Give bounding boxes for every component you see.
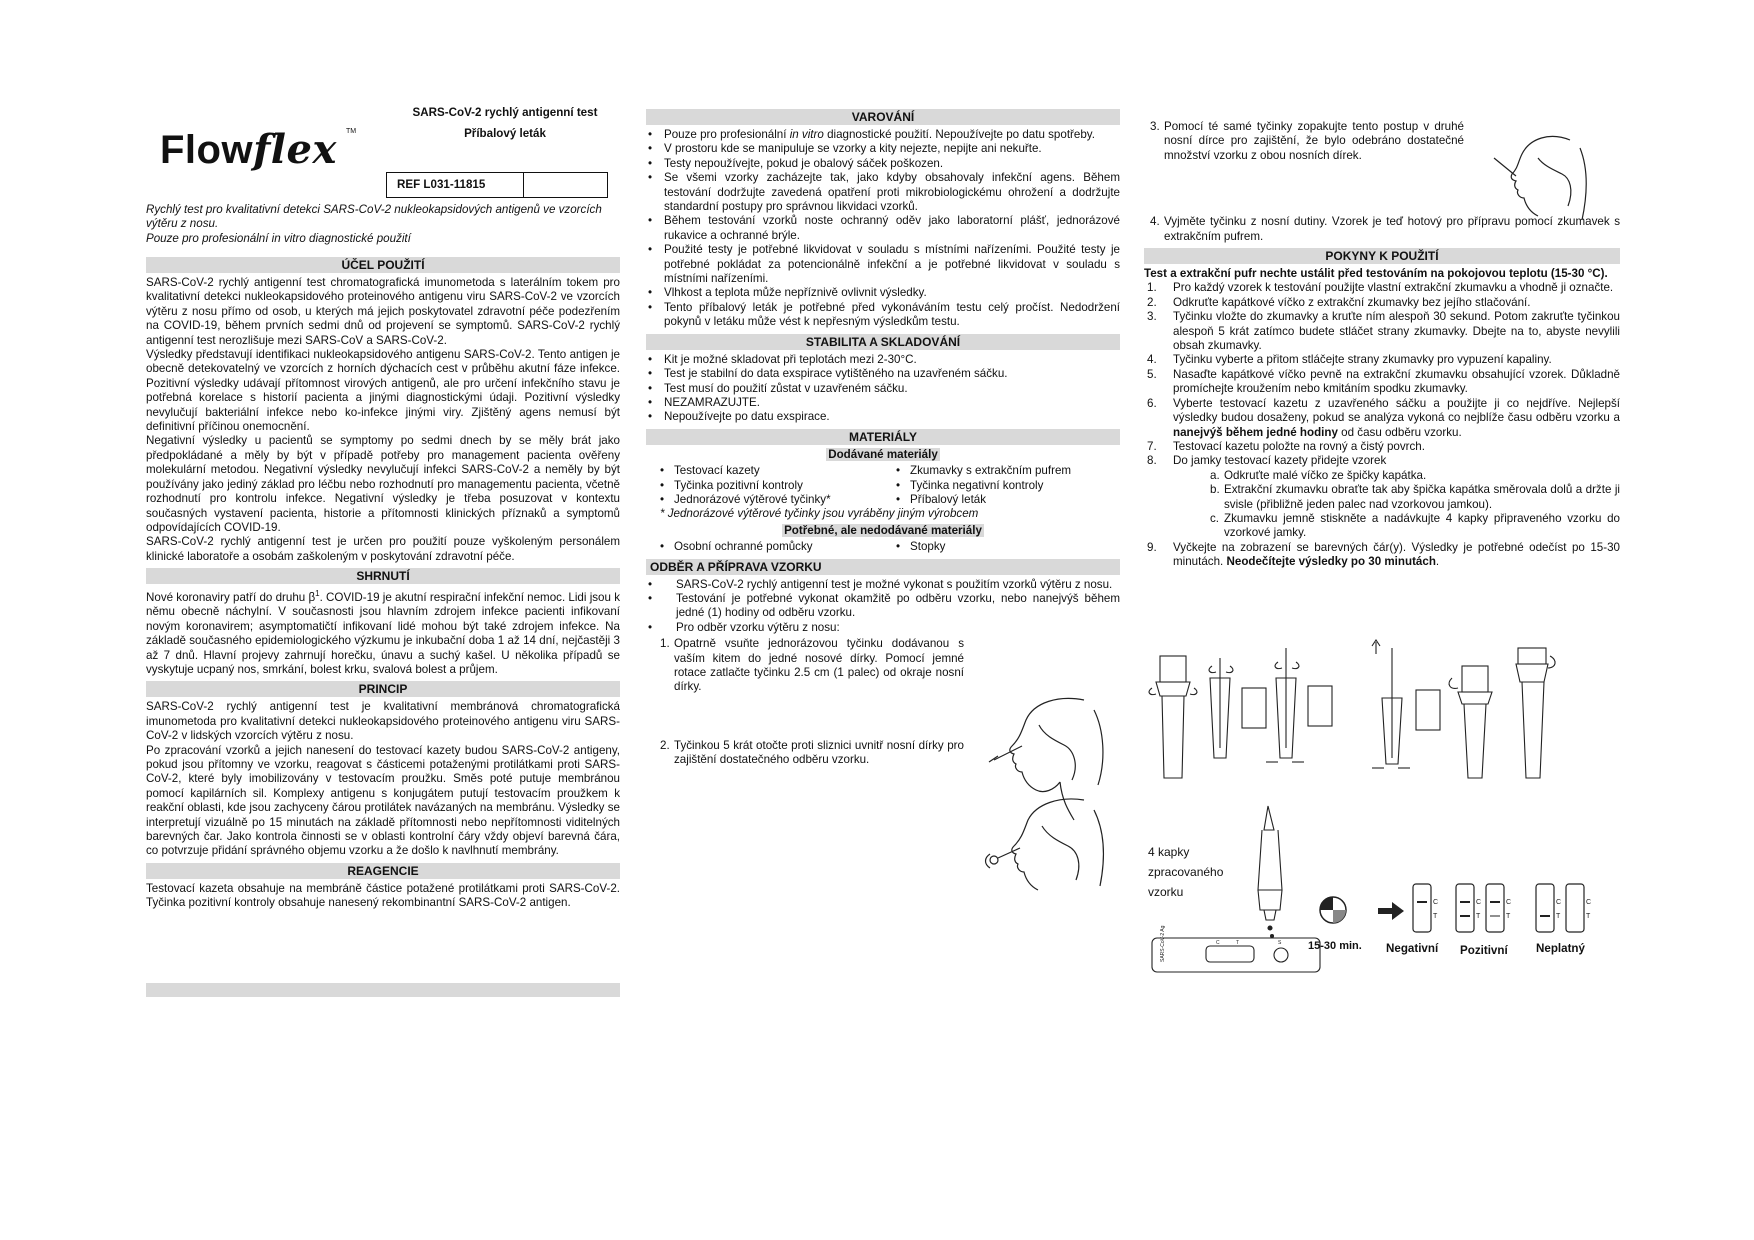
step-text: Vyjměte tyčinku z nosní dutiny. Vzorek je teď hotový pro přípravu pomocí zkumavek s extrakčním pufrem. (1164, 215, 1620, 243)
varovani-1-post: diagnostické použití. Nepoužívejte po datu spotřeby. (823, 128, 1095, 141)
step-number: 6. (1147, 396, 1157, 410)
list-item (1144, 281, 1620, 295)
t-mark: T (1476, 913, 1481, 920)
dodavane-list (646, 464, 1120, 507)
tube-cap (1160, 656, 1186, 682)
cassette-t-mark: T (1236, 940, 1240, 946)
step-number: 1. (1147, 281, 1157, 295)
drops-label-line-2: zpracovaného (1148, 865, 1224, 879)
result-strips (1412, 882, 1612, 938)
pokyny-intro: Test a extrakční pufr nechte ustálit před testováním na pokojovou teplotu (15-30 °C). (1144, 267, 1608, 281)
nasal-swab-illustration-3 (1470, 128, 1590, 228)
step-text: Pro každý vzorek k testování použijte vlastní extrakční zkumavku a vhodně ji označte. (1173, 281, 1614, 295)
logo-part-flow: Flow (160, 128, 254, 172)
reagencie-paragraph: Testovací kazeta obsahuje na membráně částice potažené protilátkami proti SARS-CoV-2. Tyčinka pozitivní kontroly obsahuje nanesený rekombinantní SARS-CoV-2 antigen. (146, 881, 620, 910)
step-text: Zkumavku jemně stiskněte a nadávkujte 4 kapky připraveného vzorku do vzorkové jamky. (1224, 511, 1620, 540)
step-number: 3. (1147, 310, 1157, 324)
step-text-bold: nanejvýš během jedné hodiny (1173, 425, 1338, 439)
intro-line-1: Rychlý test pro kvalitativní detekci SARS-CoV-2 nukleokapsidových antigenů ve vzorcích výtěru z nosu. (146, 203, 602, 231)
step-text: Tyčinku vyberte a přitom stláčejte strany zkumavky pro vypuzení kapaliny. (1173, 353, 1552, 367)
section-heading-princip: PRINCIP (146, 681, 620, 697)
section-heading-shrnuti: SHRNUTÍ (146, 568, 620, 584)
cassette-s-mark: S (1278, 940, 1282, 946)
arrow-right-icon (1378, 902, 1404, 920)
step-text: Tyčinku vložte do zkumavky a kruťte ním alespoň 30 sekund. Potom zakruťte tyčinkou alespoň 5 krát zatímco budete stláčet strany zkumavky. Dbejte na to, abyste nevylili obsah zkumavky. (1173, 310, 1620, 353)
varovani-list (646, 128, 1120, 330)
section-heading-odber: ODBĚR A PŘÍPRAVA VZORKU (646, 559, 1120, 575)
intro-text (146, 203, 620, 246)
strip-negative (1413, 884, 1431, 932)
strip-positive-1 (1456, 884, 1474, 932)
step-text: Vyberte testovací kazetu z uzavřeného sáčku a použijte ji co nejdříve. Nejlepší výsledky budou dosaženy, pokud se analýza vykoná co nejblíže času odběru vzorku a (1173, 396, 1620, 425)
list-item: • Příbalový leták (894, 493, 1120, 507)
step-number: 2. (660, 738, 670, 752)
shrnuti-paragraph (146, 587, 620, 677)
list-item (1144, 296, 1620, 310)
strip-invalid-2 (1566, 884, 1584, 932)
step-text: Pomocí té samé tyčinky zopakujte tento postup v druhé nosní dírce pro zajištění, že bylo odebráno dostatečné množství vzorku z obou nosních dírek. (1164, 120, 1464, 162)
list-item (1144, 310, 1620, 353)
odber-step-3 (1144, 120, 1464, 163)
drops-label-line-1: 4 kapky (1148, 845, 1190, 859)
list-item (1144, 483, 1620, 512)
strip-invalid-1 (1536, 884, 1554, 932)
princip-paragraph-2: Po zpracování vzorků a jejich nanesení do testovací kazety budou SARS-CoV-2 antigeny, pokud jsou přítomny ve vzorku, reagovat s částicemi potaženými protilátkami proti SARS-CoV-2, které byly imobilizovány v testovacím proužku. Směs poté putuje membránou pomocí kapilárních sil. Komplexy antigenu s konjugátem putují testovacím proužkem k reakční oblasti, kde jsou zachyceny čárou protilátek navázaných na membránu. Výsledky se interpretují vizuálně po 15 minutách na základě přítomnosti nebo nepřítomnosti viditelných barevných čar. Jako kontrola činnosti se v oblasti kontrolní čáry vždy objeví barevná čára, co potvrzuje přidání správného objemu vzorku a že došlo k navlhnutí membrány. (146, 743, 620, 858)
list-item: • Test musí do použití zůstat v uzavřeném sáčku. (646, 382, 1120, 396)
subheading-potrebne-text: Potřebné, ale nedodávané materiály (784, 523, 982, 537)
list-item (1144, 512, 1620, 541)
pokyny-steps (1144, 281, 1620, 569)
list-item (1144, 353, 1620, 367)
list-item: • Během testování vzorků noste ochranný oděv jako laboratorní plášť, jednorázové rukavice a ochranné brýle. (646, 214, 1120, 243)
c-mark: C (1556, 899, 1562, 906)
step-text: Tyčinkou 5 krát otočte proti sliznici uvnitř nosní dírky pro zajištění dostatečného odběru vzorku. (674, 738, 964, 767)
step-number: 3. (1150, 120, 1160, 133)
step-text: Nasaďte kapátkové víčko pevně na extrakční zkumavku obsahující vzorek. Důkladně promíchejte kroužením nebo kmitáním spodku zkumavky. (1173, 367, 1620, 396)
list-item: • SARS-CoV-2 rychlý antigenní test je možné vykonat s použitím vzorků výtěru z nosu. (646, 578, 1120, 592)
negative-label: Negativní (1386, 942, 1439, 955)
step-text: Odkruťte malé víčko ze špičky kapátka. (1224, 468, 1427, 482)
stabilita-list (646, 353, 1120, 425)
logo-part-flex: flex (253, 126, 337, 173)
step-text: . (1435, 555, 1440, 569)
flowflex-logo (160, 126, 337, 173)
step-number: 9. (1147, 540, 1157, 554)
tube-procedure-illustration (1146, 638, 1622, 788)
list-item (1144, 440, 1620, 454)
step-text-bold: Neodečítejte výsledky po 30 minutách (1226, 555, 1436, 569)
list-item: • Se všemi vzorky zacházejte tak, jako kdyby obsahovaly infekční agens. Během testování dodržujte zavedená opatření proti mikrobiologickému ohrožení a dodržujte standardní postupy pro správnou likvidaci vzorků. (646, 171, 1120, 214)
t-mark: T (1433, 913, 1438, 920)
list-item: • Nepoužívejte po datu exspirace. (646, 410, 1120, 424)
step-text: Odkruťte kapátkové víčko z extrakční zkumavky bez jejího stlačování. (1173, 295, 1531, 309)
drops-label-line-3: vzorku (1148, 885, 1184, 899)
ref-label: REF L031-11815 (387, 173, 524, 197)
invalid-label: Neplatný (1536, 942, 1585, 955)
c-mark: C (1433, 899, 1439, 906)
subheading-dodavane-text: Dodávané materiály (828, 447, 938, 461)
shrnuti-text-pre: Nové koronaviry patří do druhu β (146, 590, 316, 604)
document-title: SARS-CoV-2 rychlý antigenní test (412, 106, 598, 119)
odber-step-2 (646, 739, 964, 768)
column-1 (146, 253, 620, 911)
list-item: • Test je stabilní do data exspirace vytištěného na uzavřeném sáčku. (646, 367, 1120, 381)
step-number: 8. (1147, 454, 1157, 468)
potrebne-list (646, 540, 1120, 554)
ucel-paragraph-1: SARS-CoV-2 rychlý antigenní test chromatografická imunometoda s laterálním tokem pro kvalitativní detekci nukleokapsidového proteinového antigenu viru SARS-CoV-2 ve vzorcích výtěru z nosu přímo od osob, u kterých má jejich poskytovatel zdravotní péče podezřením na COVID-19, během prvních sedmi dnů od projevení se symptomů. SARS-CoV-2 rychlý antigenní test nerozlišuje mezi SARS-CoV a SARS-CoV-2. (146, 276, 620, 347)
section-heading-pokyny: POKYNY K POUŽITÍ (1144, 248, 1620, 264)
strip-positive-2 (1486, 884, 1504, 932)
list-item: • NEZAMRAZUJTE. (646, 396, 1120, 410)
list-item: • Jednorázové výtěrové tyčinky* (658, 493, 884, 507)
step-number: c. (1210, 511, 1220, 525)
column-1-bottom-bar (146, 983, 620, 997)
step-number: b. (1210, 483, 1220, 497)
odber-step-1 (646, 637, 964, 695)
trademark-mark: TM (346, 128, 357, 135)
list-item: • Testování je potřebné vykonat okamžitě po odběru vzorku, nebo nanejvýš během jedné (1) hodiny od odběru vzorku. (646, 592, 1120, 621)
ref-box (386, 172, 608, 198)
ucel-paragraph-2: Výsledky představují identifikaci nukleokapsidového antigenu SARS-CoV-2. Tento antigen je obecně detekovatelný ve vzorcích z horních dýchacích cest v průběhu akutní fáze infekce. Pozitivní výsledky udávají přítomnost virových antigenů, ale pro určení infekčního stavu je potřebná korelace s historií pacienta a jinými diagnostickými údaji. Pozitivní výsledky nevylučují bakteriální infekce nebo ko-infekce jinými viry. Zjištěný agens nemusí být definitivní příčinou onemocnění. (146, 348, 620, 434)
subheading-dodavane (646, 448, 1120, 462)
list-item: • Kit je možné skladovat při teplotách mezi 2-30°C. (646, 353, 1120, 367)
positive-label: Pozitivní (1460, 944, 1508, 957)
varovani-item-1 (646, 128, 1120, 142)
princip-paragraph-1: SARS-CoV-2 rychlý antigenní test je kvalitativní membránová chromatografická imunometoda pro kvalitativní detekci nukleokapsidového proteinového antigenu viru SARS-CoV-2 v lidských vzorcích výtěru z nosu. (146, 700, 620, 743)
list-item (1144, 541, 1620, 570)
step-number: 7. (1147, 439, 1157, 453)
dodavane-note: * Jednorázové výtěrové tyčinky jsou vyráběny jiným výrobcem (660, 507, 979, 521)
step-number: 5. (1147, 367, 1157, 381)
list-item: • Tento příbalový leták je potřebné před vykonáváním testu celý pročíst. Nedodržení pokynů v letáku může vést k nepřesným výsledkům testu. (646, 301, 1120, 330)
list-item: • Vlhkost a teplota může nepříznivě ovlivnit výsledky. (646, 286, 1120, 300)
subheading-potrebne (646, 524, 1120, 538)
column-2 (646, 105, 1120, 768)
cassette-c-mark: C (1216, 940, 1220, 946)
varovani-1-pre: Pouze pro profesionální (664, 128, 790, 141)
section-heading-reagencie: REAGENCIE (146, 863, 620, 879)
section-heading-varovani: VAROVÁNÍ (646, 109, 1120, 125)
list-item (1144, 469, 1620, 483)
step-number: 1. (660, 637, 670, 651)
step-text: od času odběru vzorku. (1337, 425, 1462, 439)
list-item (1144, 397, 1620, 440)
list-item: • Pro odběr vzorku výtěru z nosu: (646, 621, 1120, 635)
nasal-swab-illustration-2 (964, 796, 1124, 896)
c-mark: C (1476, 899, 1482, 906)
list-item (1144, 368, 1620, 397)
list-item: • Zkumavky s extrakčním pufrem (894, 464, 1120, 478)
step-text: Testovací kazetu položte na rovný a čistý povrch. (1173, 439, 1425, 453)
odber-list (646, 578, 1120, 636)
step-text: Vyčkejte na zobrazení se barevných čár(y). Výsledky je potřebné odečíst po 15-30 minutách. (1173, 540, 1620, 569)
step-number: a. (1210, 468, 1220, 482)
ucel-paragraph-3: Negativní výsledky u pacientů se symptomy po sedmi dnech by se měly brát jako předpokládané a měly by být v případě potřeby pro management pacienta ověřeny molekulární metodou. Negativní výsledky nevylučují infekci SARS-CoV-2 a neměly by být používány jako jediný základ pro léčbu nebo rozhodnutí pro managementu pacienta, včetně rozhodnutí pro kontrolu infekce. Negativní výsledky je třeba posuzovat v kontextu současných vystavení pacienta, historie a přítomnosti klinických příznaků a symptomů odpovídajících COVID-19. (146, 434, 620, 534)
document-subtitle: Příbalový leták (464, 127, 546, 140)
step-text: Do jamky testovací kazety přidejte vzorek (1173, 454, 1387, 468)
step-text: Opatrně vsuňte jednorázovou tyčinku dodávanou s vaším kitem do jedné nosové dírky. Pomocí jemné rotace zatlačte tyčinku 2.5 cm (1 palec) od okraje nosní dírky. (674, 637, 964, 694)
timer-icon (1318, 894, 1348, 926)
section-heading-ucel: ÚČEL POUŽITÍ (146, 257, 620, 273)
step-text: Extrakční zkumavku obraťte tak aby špička kapátka směrovala dolů a držte ji svisle (přibližně jeden palec nad vzorkovou jamkou). (1224, 483, 1620, 511)
time-label: 15-30 min. (1308, 940, 1362, 952)
t-mark: T (1506, 913, 1511, 920)
t-mark: T (1586, 913, 1591, 920)
cassette-label: SARS-CoV-2 Ag (1160, 925, 1166, 962)
c-mark: C (1586, 899, 1592, 906)
varovani-1-italic: in vitro (789, 128, 824, 141)
list-item: • Tyčinka pozitivní kontroly (658, 479, 884, 493)
step-number: 4. (1147, 353, 1157, 367)
ucel-paragraph-4: SARS-CoV-2 rychlý antigenní test je určen pro použití pouze vyškoleným personálem klinické laboratoře a osobám zaškoleným v poskytování zdravotní péče. (146, 535, 620, 563)
step-number: 4. (1150, 215, 1160, 229)
list-item: • Stopky (894, 540, 1120, 554)
section-heading-stabilita: STABILITA A SKLADOVÁNÍ (646, 334, 1120, 350)
drops-label (1148, 842, 1223, 902)
list-item: • Testy nepoužívejte, pokud je obalový sáček poškozen. (646, 157, 1120, 171)
shrnuti-text-post: . COVID-19 je akutní respirační infekční nemoc. Lidi jsou k němu obecně náchylní. V současnosti jsou hlavním zdrojem infekce pacienti infikovaní novým koronavirem; asymptomatičtí infikovaní lidé mohou být také zdrojem infekce. Na základě současného epidemiologického výzkumu je inkubační doba 1 až 14 dní, nejčastěji 3 až 7 dnů. Hlavní projevy zahrnují horečku, únavu a suchý kašel. U několika případů se vyskytuje ucpaný nos, smrkání, bolest krku, svalová bolest a průjem. (146, 590, 620, 677)
list-item: • Tyčinka negativní kontroly (894, 479, 1120, 493)
list-item: • V prostoru kde se manipuluje se vzorky a kity nejezte, nepijte ani nekuřte. (646, 142, 1120, 156)
intro-line-2: Pouze pro profesionální in vitro diagnostické použití (146, 231, 411, 245)
footnote-marker: 1 (315, 589, 320, 599)
section-heading-materialy: MATERIÁLY (646, 429, 1120, 445)
t-mark: T (1556, 913, 1561, 920)
list-item (1144, 454, 1620, 468)
c-mark: C (1506, 899, 1512, 906)
list-item: • Použité testy je potřebné likvidovat v souladu s místními nařízeními. Použité testy je potřebné pokládat za potencionálně infekční a je potřebné likvidovat v souladu s místními nařízeními. (646, 243, 1120, 286)
list-item: • Testovací kazety (658, 464, 884, 478)
list-item: • Osobní ochranné pomůcky (658, 540, 884, 554)
step-number: 2. (1147, 295, 1157, 309)
